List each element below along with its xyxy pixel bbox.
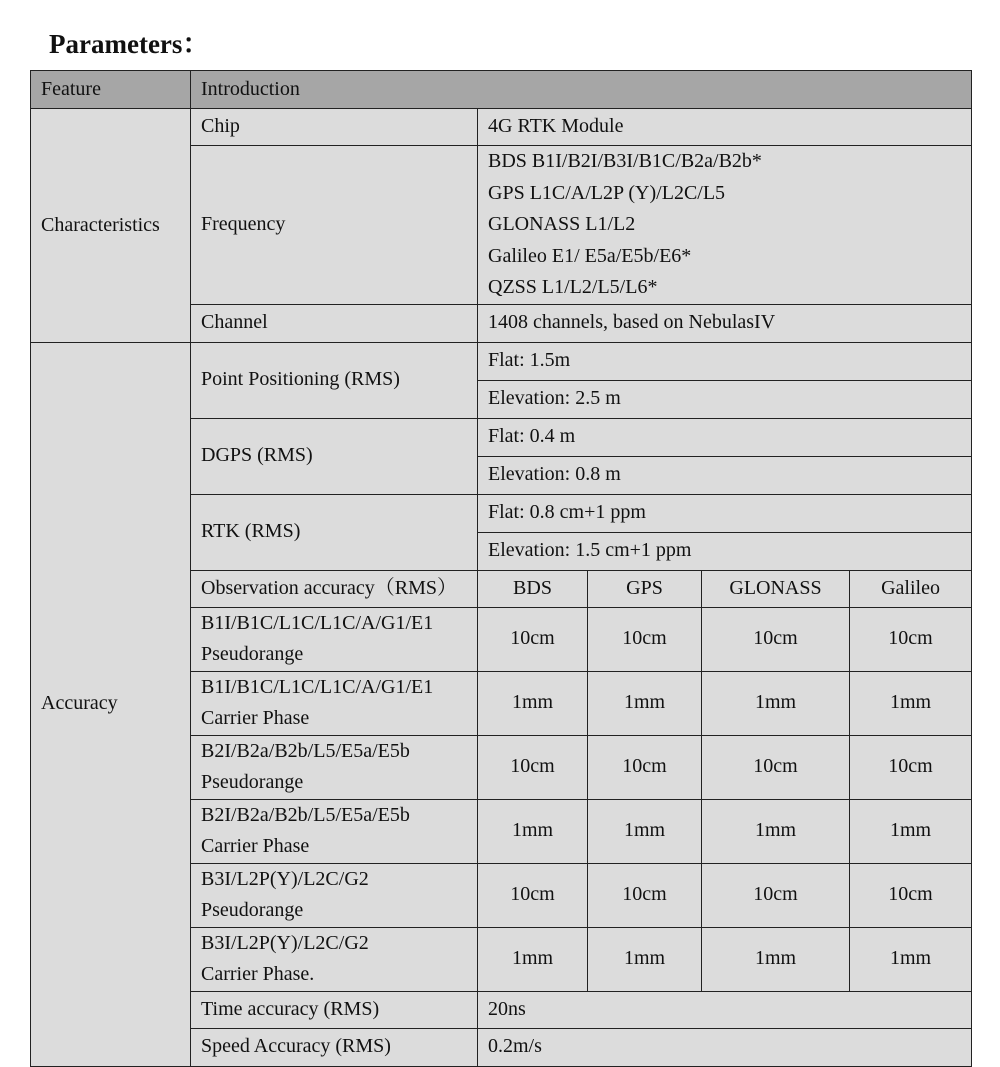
- observation-signal: [191, 799, 478, 863]
- observation-signal: [191, 671, 478, 735]
- accuracy-label: Accuracy: [31, 342, 191, 1066]
- rtk-elevation: Elevation: 1.5 cm+1 ppm: [478, 532, 972, 570]
- galileo-value: 10cm: [850, 607, 972, 671]
- column-header-bds: BDS: [478, 570, 588, 607]
- observation-signal: [191, 607, 478, 671]
- table-row: [31, 342, 972, 380]
- frequency-line: Galileo E1/ E5a/E5b/E6*: [488, 244, 692, 267]
- dgps-elevation: Elevation: 0.8 m: [478, 456, 972, 494]
- galileo-value: 10cm: [850, 735, 972, 799]
- gps-value: 1mm: [588, 671, 702, 735]
- frequency-line: GLONASS L1/L2: [488, 213, 636, 235]
- gps-value: 10cm: [588, 735, 702, 799]
- bds-value: 1mm: [478, 671, 588, 735]
- table-row: [31, 109, 972, 146]
- column-header-galileo: Galileo: [850, 570, 972, 607]
- galileo-value: 1mm: [850, 799, 972, 863]
- point-positioning-name: Point Positioning (RMS): [191, 342, 478, 418]
- glonass-value: 10cm: [702, 607, 850, 671]
- time-accuracy-name: Time accuracy (RMS): [191, 991, 478, 1028]
- page-heading: Parameters：: [49, 29, 210, 59]
- rtk-name: RTK (RMS): [191, 494, 478, 570]
- speed-accuracy-value: 0.2m/s: [478, 1028, 972, 1066]
- gps-value: 10cm: [588, 607, 702, 671]
- dgps-name: DGPS (RMS): [191, 418, 478, 494]
- gps-value: 1mm: [588, 927, 702, 991]
- speed-accuracy-name: Speed Accuracy (RMS): [191, 1028, 478, 1066]
- glonass-value: 1mm: [702, 671, 850, 735]
- time-accuracy-value: 20ns: [478, 991, 972, 1028]
- chip-value: 4G RTK Module: [478, 109, 972, 146]
- parameters-table: [30, 70, 972, 1067]
- galileo-value: 1mm: [850, 671, 972, 735]
- characteristics-label: Characteristics: [31, 109, 191, 343]
- bds-value: 10cm: [478, 863, 588, 927]
- signal-line: B2I/B2a/B2b/L5/E5a/E5b: [201, 803, 410, 826]
- signal-type: Carrier Phase: [201, 707, 310, 729]
- galileo-value: 10cm: [850, 863, 972, 927]
- signal-line: B2I/B2a/B2b/L5/E5a/E5b: [201, 739, 410, 762]
- table-header-row: [31, 71, 972, 109]
- chip-name: Chip: [191, 109, 478, 146]
- dgps-flat: Flat: 0.4 m: [478, 418, 972, 456]
- galileo-value: 1mm: [850, 927, 972, 991]
- bds-value: 1mm: [478, 799, 588, 863]
- observation-accuracy-name: Observation accuracy（RMS）: [191, 570, 478, 607]
- frequency-line: QZSS L1/L2/L5/L6*: [488, 276, 658, 298]
- point-positioning-elevation: Elevation: 2.5 m: [478, 380, 972, 418]
- signal-type: Pseudorange: [201, 899, 304, 921]
- observation-signal: [191, 863, 478, 927]
- observation-signal: [191, 927, 478, 991]
- glonass-value: 1mm: [702, 799, 850, 863]
- point-positioning-flat: Flat: 1.5m: [478, 342, 972, 380]
- signal-type: Pseudorange: [201, 771, 304, 793]
- bds-value: 10cm: [478, 607, 588, 671]
- glonass-value: 10cm: [702, 863, 850, 927]
- glonass-value: 1mm: [702, 927, 850, 991]
- frequency-line: GPS L1C/A/L2P (Y)/L2C/L5: [488, 181, 726, 204]
- introduction-header: Introduction: [191, 71, 972, 109]
- bds-value: 1mm: [478, 927, 588, 991]
- observation-signal: [191, 735, 478, 799]
- glonass-value: 10cm: [702, 735, 850, 799]
- gps-value: 10cm: [588, 863, 702, 927]
- column-header-glonass: GLONASS: [702, 570, 850, 607]
- channel-name: Channel: [191, 304, 478, 342]
- signal-line: B3I/L2P(Y)/L2C/G2: [201, 867, 369, 890]
- frequency-line: BDS B1I/B2I/B3I/B1C/B2a/B2b*: [488, 150, 762, 172]
- frequency-name: Frequency: [191, 146, 478, 305]
- rtk-flat: Flat: 0.8 cm+1 ppm: [478, 494, 972, 532]
- signal-type: Carrier Phase: [201, 835, 310, 857]
- channel-value: 1408 channels, based on NebulasIV: [478, 304, 972, 342]
- frequency-value: [478, 146, 972, 305]
- signal-line: B3I/L2P(Y)/L2C/G2: [201, 931, 369, 954]
- bds-value: 10cm: [478, 735, 588, 799]
- signal-type: Pseudorange: [201, 643, 304, 665]
- signal-line: B1I/B1C/L1C/L1C/A/G1/E1: [201, 675, 434, 698]
- feature-header: Feature: [31, 71, 191, 109]
- gps-value: 1mm: [588, 799, 702, 863]
- signal-line: B1I/B1C/L1C/L1C/A/G1/E1: [201, 611, 434, 634]
- signal-type: Carrier Phase.: [201, 963, 315, 985]
- column-header-gps: GPS: [588, 570, 702, 607]
